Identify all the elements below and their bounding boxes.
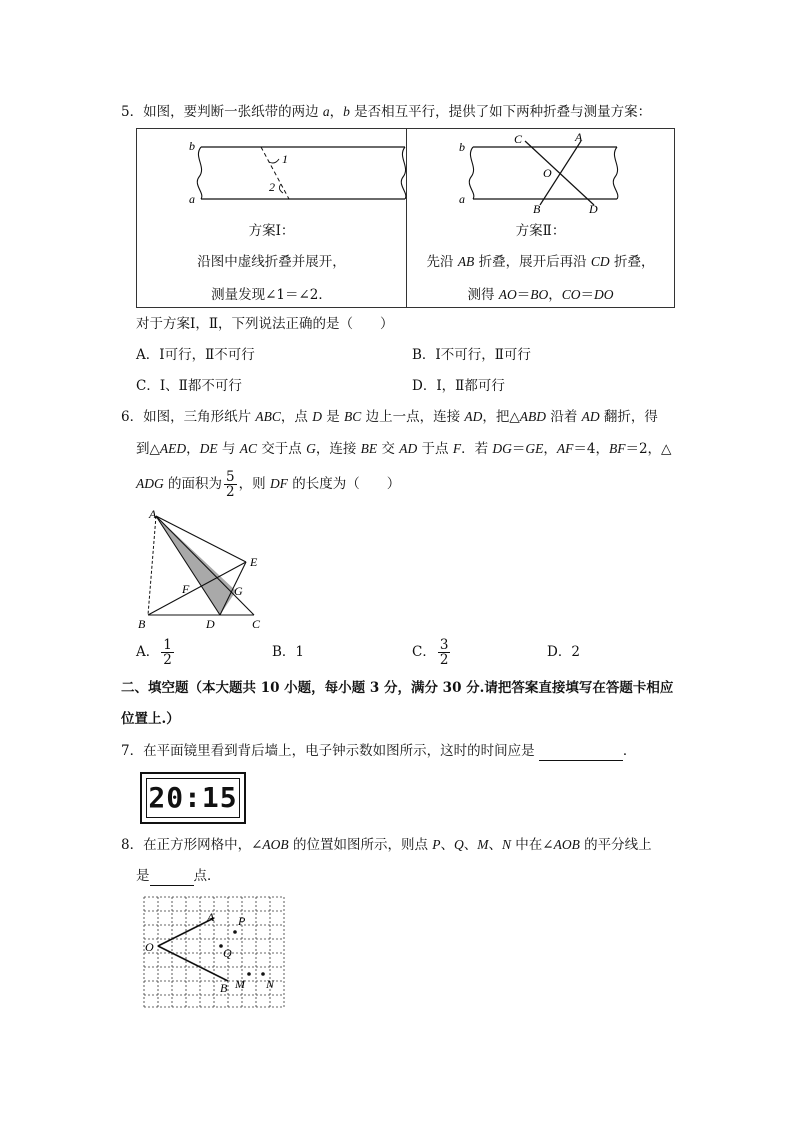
q5-s2-left-tear — [469, 147, 474, 199]
q8-l1-d: 、 — [463, 837, 478, 853]
q8-l2-a: 是 — [136, 868, 150, 884]
q8-line1 — [121, 836, 652, 854]
q5-s2-l2-eq2: ＝ — [580, 287, 595, 303]
q6-option-a-num: 1 — [163, 637, 172, 653]
q6-option-c-prefix: C． — [412, 644, 436, 660]
q8-l1-v5: N — [502, 837, 512, 852]
q8-label-o: O — [145, 940, 154, 954]
q6-label-g: G — [234, 584, 243, 598]
q8-l1-c: 、 — [440, 837, 454, 853]
q6-option-c-den: 2 — [439, 652, 449, 668]
q6-option-c[interactable] — [412, 634, 452, 670]
q5-s2-l1-v1: AB — [457, 254, 475, 269]
q6-l1-v5: ABD — [519, 409, 547, 424]
q6-l2-l: ＝2，△ — [625, 441, 672, 457]
q5-scheme2-line2 — [406, 283, 675, 303]
q5-stem — [121, 103, 651, 121]
q5-s1-left-tear — [197, 147, 202, 199]
q5-scheme2-figure — [457, 129, 637, 213]
q6-line-ab-dashed — [148, 516, 156, 615]
q6-l2-e: ，连接 — [315, 441, 361, 457]
q5-stem-b: 是否相互平行，提供了如下两种折叠与测量方案： — [349, 104, 652, 120]
q5-s2-line-cd — [525, 141, 594, 205]
q5-scheme1-line2: 测量发现∠1＝∠2． — [211, 287, 332, 303]
q6-l1-f: 沿着 — [546, 409, 582, 425]
section2-heading-line2: 位置上.） — [121, 711, 180, 727]
q5-s2-l2-v1: AO — [498, 287, 517, 302]
q8-number: 8． — [121, 837, 144, 853]
q5-s1-label-1: 1 — [282, 152, 288, 166]
q5-question: 对于方案Ⅰ，Ⅱ，下列说法正确的是（ ） — [136, 316, 394, 332]
q6-number: 6． — [121, 409, 144, 425]
q8-label-q: Q — [223, 946, 232, 960]
q6-l1-v6: AD — [581, 409, 600, 424]
q5-s2-l2-v4: DO — [594, 287, 614, 302]
q5-s2-l2-a: 测得 — [467, 287, 499, 303]
q5-stem-a: 如图，要判断一张纸带的两边 — [143, 104, 323, 120]
q6-l3-v1: ADG — [136, 476, 164, 491]
q5-option-a[interactable]: A．Ⅰ可行，Ⅱ不可行 — [136, 347, 255, 363]
q8-label-p: P — [238, 914, 246, 928]
q5-scheme2-title: 方案Ⅱ： — [515, 223, 566, 239]
q8-l1-v4: M — [477, 837, 489, 852]
q6-label-a: A — [149, 507, 157, 521]
q5-option-b[interactable]: B．Ⅰ不可行，Ⅱ可行 — [412, 347, 531, 363]
q6-l2-g: 于点 — [417, 441, 453, 457]
q5-s2-label-b-pt: B — [533, 202, 541, 213]
q6-l2-b: ， — [186, 441, 200, 457]
q6-l2-v7: F — [452, 441, 462, 456]
q6-l2-v10: AF — [556, 441, 574, 456]
q7-clock-inner — [146, 778, 240, 818]
q5-s1-label-2: 2 — [269, 180, 275, 194]
q8-l1-b: 的位置如图所示，则点 — [288, 837, 433, 853]
q6-shaded-triangle — [156, 516, 236, 615]
q5-s2-l1-c: 折叠， — [609, 254, 655, 270]
q8-l1-v6: AOB — [553, 837, 580, 852]
q5-scheme1-line1: 沿图中虚线折叠并展开， — [197, 254, 346, 270]
q6-l2-v1: AED — [159, 441, 187, 456]
q6-label-e: E — [250, 555, 258, 569]
q8-l1-v2: P — [432, 837, 441, 852]
q5-s2-l1-a: 先沿 — [426, 254, 458, 270]
q6-l1-c: 是 — [321, 409, 345, 425]
q8-l1-f: 中在∠ — [511, 837, 554, 853]
q8-l1-e: 、 — [488, 837, 502, 853]
q6-l2-d: 交于点 — [257, 441, 307, 457]
q5-scheme1-figure — [187, 137, 412, 209]
q5-s2-label-c: C — [514, 132, 523, 146]
q6-option-c-fraction — [438, 638, 451, 667]
q5-s1-label-a: a — [189, 192, 195, 206]
q6-l3-b: ，则 — [238, 476, 270, 492]
q8-grid-figure — [140, 893, 288, 1011]
q6-option-b[interactable]: B．1 — [272, 644, 305, 660]
q8-label-n: N — [266, 977, 275, 991]
q5-s2-l2-v2: BO — [530, 287, 549, 302]
q5-schemes-table — [136, 128, 675, 308]
q5-var-b: b — [343, 104, 350, 119]
q7-clock-digits: 20:15 — [148, 781, 238, 814]
q6-l2-v11: BF — [608, 441, 626, 456]
q6-l2-v4: G — [306, 441, 316, 456]
q7-answer-blank[interactable] — [539, 742, 623, 761]
q8-label-m: M — [235, 977, 245, 991]
q8-l1-a: 在正方形网格中，∠ — [143, 837, 263, 853]
q7-clock — [140, 772, 246, 824]
q6-l2-h: ．若 — [461, 441, 493, 457]
q6-l1-b: ，点 — [280, 409, 313, 425]
q6-l2-v8: DG — [492, 441, 512, 456]
q8-line2 — [136, 867, 221, 886]
q6-l2-v3: AC — [239, 441, 257, 456]
q6-option-d[interactable]: D．2 — [547, 644, 580, 660]
q5-s2-label-b: b — [459, 140, 465, 154]
q5-s2-label-a: a — [459, 192, 465, 206]
q6-l3-c: 的长度为（ ） — [287, 476, 401, 492]
q8-l1-g: 的平分线上 — [579, 837, 652, 853]
q5-option-c[interactable]: C．Ⅰ、Ⅱ都不可行 — [136, 378, 242, 394]
q6-line3 — [136, 466, 400, 502]
q6-l2-c: 与 — [217, 441, 240, 457]
q6-l2-f: 交 — [377, 441, 400, 457]
q6-l1-v2: D — [312, 409, 322, 424]
q6-l2-a: 到△ — [136, 441, 160, 457]
q6-l1-v1: ABC — [255, 409, 281, 424]
q5-s1-angle1-arc — [269, 159, 279, 163]
q5-sep: ， — [329, 104, 344, 120]
q7-number: 7． — [121, 743, 144, 759]
q8-answer-blank[interactable] — [150, 867, 194, 886]
q6-area-den: 2 — [226, 484, 235, 500]
q6-option-a[interactable] — [136, 634, 176, 670]
q8-label-b: B — [220, 981, 228, 995]
q6-option-c-num: 3 — [439, 637, 449, 653]
q6-line1 — [121, 408, 658, 426]
q5-scheme2-line1 — [406, 250, 675, 270]
q5-s1-right-tear — [401, 147, 406, 199]
q5-s2-l2-sep: ， — [548, 287, 562, 303]
q5-option-d[interactable]: D．Ⅰ，Ⅱ都可行 — [412, 378, 505, 394]
q8-point-m — [247, 972, 251, 976]
q6-label-d: D — [206, 617, 215, 631]
q8-l1-v1: AOB — [262, 837, 289, 852]
q6-l3-v2: DF — [269, 476, 288, 491]
q5-s2-right-tear — [613, 147, 618, 199]
q6-area-num: 5 — [226, 469, 235, 485]
q5-number: 5． — [121, 104, 144, 120]
q5-s1-label-b: b — [189, 139, 195, 153]
q5-s2-l1-b: 折叠，展开后再沿 — [474, 254, 591, 270]
q6-label-c: C — [252, 617, 261, 631]
q5-s2-label-a-pt: A — [575, 130, 583, 144]
q6-label-b: B — [138, 617, 146, 631]
q8-l2-b: 点． — [193, 868, 221, 884]
q7-end: ． — [622, 743, 637, 759]
q6-l2-v9: GE — [525, 441, 544, 456]
q6-triangle-figure — [134, 504, 274, 634]
q6-l2-i: ＝ — [511, 441, 526, 457]
q6-line2 — [136, 440, 671, 458]
q6-l1-g: 翻折，得 — [599, 409, 658, 425]
q5-scheme1-title: 方案Ⅰ： — [248, 223, 295, 239]
q6-l1-e: ，把△ — [482, 409, 520, 425]
q6-l1-a: 如图，三角形纸片 — [143, 409, 256, 425]
q6-l1-v3: BC — [344, 409, 362, 424]
q5-s2-label-d: D — [589, 202, 598, 213]
q8-point-n — [261, 972, 265, 976]
q6-l3-a: 的面积为 — [163, 476, 223, 492]
q6-l2-v5: BE — [360, 441, 378, 456]
q7-text: 在平面镜里看到背后墙上，电子钟示数如图所示，这时的时间应是 — [143, 743, 539, 759]
q6-option-a-den: 2 — [163, 652, 172, 668]
q8-point-p — [233, 930, 237, 934]
q6-l2-v2: DE — [199, 441, 218, 456]
q6-l2-v6: AD — [399, 441, 418, 456]
q6-label-f: F — [182, 582, 190, 596]
q5-s2-l1-v2: CD — [590, 254, 610, 269]
section2-heading-line1: 二、填空题（本大题共 10 小题，每小题 3 分，满分 30 分.请把答案直接填写在答题卡相应 — [121, 680, 674, 696]
q8-l1-v3: Q — [454, 837, 464, 852]
q6-l2-k: ＝4， — [573, 441, 609, 457]
q7-stem — [121, 742, 636, 761]
q6-area-fraction — [224, 470, 237, 499]
q6-l1-d: 边上一点，连接 — [361, 409, 465, 425]
q6-l2-j: ， — [543, 441, 557, 457]
q5-var-a: a — [322, 104, 330, 119]
q5-s2-label-o: O — [543, 166, 552, 180]
q5-s2-l2-v3: CO — [561, 287, 581, 302]
q8-ray-ob — [158, 946, 228, 981]
q5-s2-l2-eq1: ＝ — [516, 287, 531, 303]
q6-line-ae — [156, 516, 246, 562]
q6-line-ad — [156, 516, 220, 615]
q6-l1-v4: AD — [464, 409, 483, 424]
q6-option-a-fraction — [161, 638, 174, 667]
q8-label-a: A — [207, 910, 215, 924]
q6-option-a-prefix: A． — [136, 644, 160, 660]
